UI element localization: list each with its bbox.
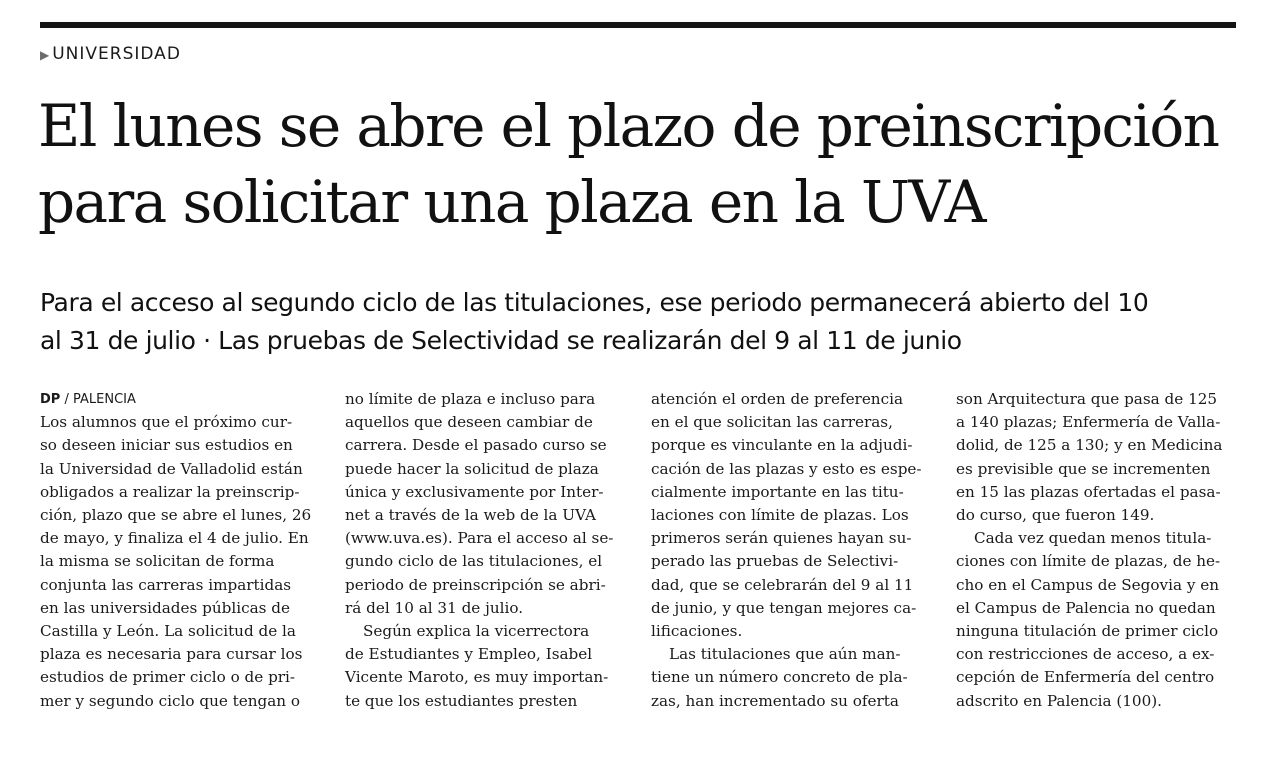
text-line: zas, han incrementado su oferta — [651, 691, 899, 710]
text-line: en 15 las plazas ofertadas el pasa- — [956, 482, 1221, 501]
subheadline-line: Para el acceso al segundo ciclo de las titulaciones, ese periodo permanecerá abierto del 10 — [40, 288, 1149, 317]
text-line: Vicente Maroto, es muy importan- — [345, 668, 609, 687]
section-name: UNIVERSIDAD — [52, 44, 181, 64]
headline — [38, 88, 1258, 240]
text-line: Castilla y León. La solicitud de la — [40, 622, 296, 641]
text-line: adscrito en Palencia (100). — [956, 691, 1162, 710]
text-line: la Universidad de Valladolid están — [40, 459, 303, 478]
text-line: Según explica la vicerrectora — [363, 622, 590, 641]
article-column-1 — [40, 388, 315, 713]
text-line: so deseen iniciar sus estudios en — [40, 436, 293, 455]
text-line: de junio, y que tengan mejores ca- — [651, 598, 917, 617]
text-line: estudios de primer ciclo o de pri- — [40, 668, 296, 687]
text-line: mer y segundo ciclo que tengan o — [40, 691, 301, 710]
text-line: aquellos que deseen cambiar de — [345, 413, 593, 432]
text-line: no límite de plaza e incluso para — [345, 390, 596, 408]
text-line: de Estudiantes y Empleo, Isabel — [345, 645, 593, 664]
text-line: perado las pruebas de Selectivi- — [651, 552, 899, 571]
text-line: ninguna titulación de primer ciclo — [956, 622, 1219, 641]
byline-location: / PALENCIA — [64, 392, 136, 407]
text-line: de mayo, y finaliza el 4 de julio. En — [40, 529, 309, 548]
text-line: es previsible que se incrementen — [956, 459, 1211, 478]
text-line: Los alumnos que el próximo cur- — [40, 413, 293, 432]
text-line: puede hacer la solicitud de plaza — [345, 459, 599, 478]
text-line: a 140 plazas; Enfermería de Valla- — [956, 413, 1221, 432]
subheadline — [40, 284, 1240, 360]
text-line: tiene un número concreto de pla- — [651, 668, 908, 687]
text-line: en el que solicitan las carreras, — [651, 413, 893, 432]
subheadline-line: al 31 de julio · Las pruebas de Selectividad se realizarán del 9 al 11 de junio — [40, 326, 962, 355]
text-line: el Campus de Palencia no quedan — [956, 598, 1216, 617]
text-line: plaza es necesaria para cursar los — [40, 645, 303, 664]
text-line: carrera. Desde el pasado curso se — [345, 436, 607, 455]
text-line: gundo ciclo de las titulaciones, el — [345, 552, 603, 571]
text-line: periodo de preinscripción se abri- — [345, 575, 606, 594]
text-line: con restricciones de acceso, a ex- — [956, 645, 1215, 664]
text-line: obligados a realizar la preinscrip- — [40, 482, 300, 501]
headline-line: El lunes se abre el plazo de preinscripción — [38, 92, 1219, 160]
article-column-2 — [345, 388, 620, 713]
text-line: cación de las plazas y esto es espe- — [651, 459, 922, 478]
text-line: net a través de la web de la UVA — [345, 506, 596, 525]
text-line: son Arquitectura que pasa de 125 — [956, 390, 1218, 408]
text-line: lificaciones. — [651, 622, 743, 641]
text-line: cho en el Campus de Segovia y en — [956, 575, 1220, 594]
top-rule — [40, 22, 1236, 28]
text-line: ción, plazo que se abre el lunes, 26 — [40, 506, 312, 525]
text-line: en las universidades públicas de — [40, 598, 290, 617]
text-line: rá del 10 al 31 de julio. — [345, 598, 524, 617]
article-column-3 — [651, 388, 926, 713]
article-column-4 — [956, 388, 1231, 713]
triangle-bullet-icon: ▶ — [40, 48, 51, 62]
text-line: (www.uva.es). Para el acceso al se- — [345, 529, 614, 548]
text-line: conjunta las carreras impartidas — [40, 575, 292, 594]
text-line: te que los estudiantes presten — [345, 691, 578, 710]
text-line: Las titulaciones que aún man- — [669, 645, 901, 664]
section-label — [40, 44, 181, 64]
byline — [40, 388, 315, 411]
text-line: la misma se solicitan de forma — [40, 552, 275, 571]
text-line: cialmente importante en las titu- — [651, 482, 904, 501]
text-line: Cada vez quedan menos titula- — [974, 529, 1212, 548]
text-line: primeros serán quienes hayan su- — [651, 529, 912, 548]
text-line: laciones con límite de plazas. Los — [651, 506, 909, 525]
text-line: única y exclusivamente por Inter- — [345, 482, 604, 501]
text-line: porque es vinculante en la adjudi- — [651, 436, 913, 455]
text-line: ciones con límite de plazas, de he- — [956, 552, 1221, 571]
text-line: atención el orden de preferencia — [651, 390, 904, 408]
text-line: cepción de Enfermería del centro — [956, 668, 1215, 687]
text-line: do curso, que fueron 149. — [956, 506, 1155, 525]
text-line: dolid, de 125 a 130; y en Medicina — [956, 436, 1223, 455]
byline-agency: DP — [40, 392, 61, 407]
text-line: dad, que se celebrarán del 9 al 11 — [651, 575, 914, 594]
headline-line: para solicitar una plaza en la UVA — [38, 168, 985, 236]
